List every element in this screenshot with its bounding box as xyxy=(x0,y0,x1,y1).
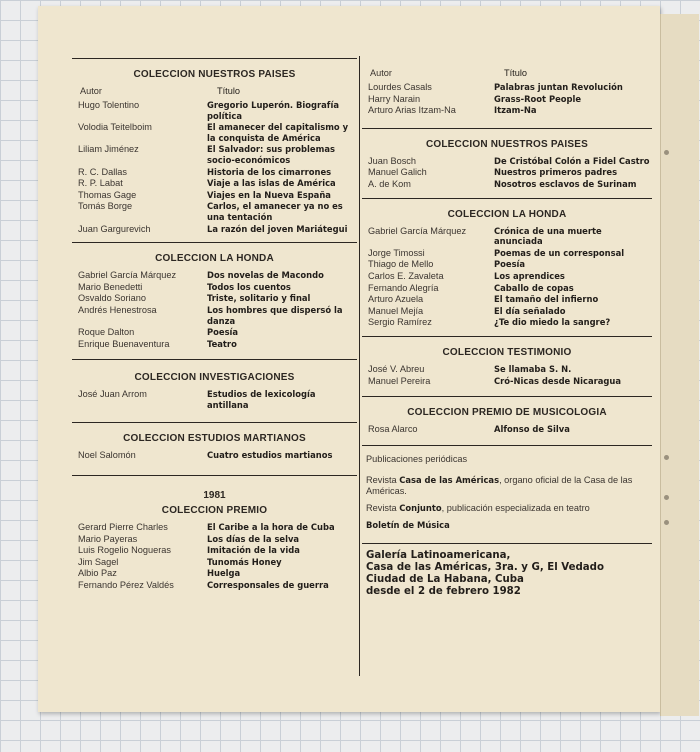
periodical-description: , organo oficial de la Casa de las Américas. xyxy=(366,474,633,496)
book-title: Caballo de copas xyxy=(494,282,574,293)
book-author: Jim Sagel xyxy=(78,556,119,567)
section-heading: COLECCION PREMIO DE MUSICOLOGIA xyxy=(407,407,607,419)
rule xyxy=(72,422,357,423)
book-title: Carlos, el amanecer ya no es una tentación xyxy=(207,201,343,222)
rule xyxy=(72,58,357,59)
book-title: Poemas de un corresponsal xyxy=(494,247,625,258)
book-title: Se llamaba S. N. xyxy=(494,363,572,374)
book-author: R. C. Dallas xyxy=(78,166,128,177)
book-author: Tomás Borge xyxy=(78,201,133,212)
book-entry xyxy=(362,248,652,259)
rule xyxy=(362,396,652,397)
section-heading: COLECCION LA HONDA xyxy=(155,253,274,265)
book-entry xyxy=(362,226,652,247)
periodical-prefix: Revista xyxy=(366,474,400,485)
book-title: Tunomás Honey xyxy=(207,556,282,567)
book-author: José V. Abreu xyxy=(368,363,425,374)
book-author: Thomas Gage xyxy=(78,189,137,200)
book-author: Harry Narain xyxy=(368,93,421,104)
book-author: Fernando Pérez Valdés xyxy=(78,580,174,591)
book-entry xyxy=(362,156,652,167)
book-title: El amanecer del capitalismo y la conquista de América xyxy=(207,122,349,143)
title-header: Título xyxy=(504,68,527,78)
column-divider xyxy=(359,56,360,676)
periodical-casa xyxy=(362,475,652,497)
book-title: Alfonso de Silva xyxy=(494,424,570,435)
book-entry xyxy=(362,167,652,178)
book-author: Thiago de Mello xyxy=(368,259,434,270)
book-title: Grass-Root People xyxy=(494,93,582,104)
book-title: Los hombres que dispersó la danza xyxy=(207,304,343,326)
book-entry xyxy=(362,179,652,190)
entries-premio xyxy=(72,522,357,591)
book-entry xyxy=(72,327,357,338)
binding-hole xyxy=(664,495,669,500)
book-author: Rosa Alarco xyxy=(368,424,418,435)
entries-testimonio xyxy=(362,364,652,386)
book-entry xyxy=(362,364,652,375)
periodical-name: Casa de las Américas xyxy=(399,474,500,485)
section-heading: COLECCION PREMIO xyxy=(161,505,268,517)
book-entry xyxy=(362,105,652,116)
year-label: 1981 xyxy=(203,490,226,502)
exhibition-line: desde el 2 de febrero 1982 xyxy=(366,586,521,598)
book-author: Arturo Arias Itzam-Na xyxy=(368,105,456,116)
binding-hole xyxy=(664,150,669,155)
periodicals-heading: Publicaciones periódicas xyxy=(366,453,468,464)
book-author: Manuel Mejía xyxy=(368,305,424,316)
book-entry xyxy=(72,339,357,350)
book-entry xyxy=(72,178,357,189)
book-entry xyxy=(362,317,652,328)
entries-nuestros-paises-right xyxy=(362,156,652,190)
book-title: Historia de los cimarrones xyxy=(207,166,332,177)
rule xyxy=(72,242,357,243)
rule xyxy=(362,336,652,337)
column-header xyxy=(362,68,652,78)
book-title: Nuestros primeros padres xyxy=(494,167,618,178)
book-entry xyxy=(362,82,652,93)
column-header xyxy=(72,86,357,96)
book-entry xyxy=(72,144,357,165)
exhibition-line: Galería Latinoamericana, xyxy=(366,549,511,561)
book-author: Manuel Pereira xyxy=(368,375,431,386)
book-title: Todos los cuentos xyxy=(207,281,291,292)
book-author: Andrés Henestrosa xyxy=(78,304,157,315)
book-title: Cuatro estudios martianos xyxy=(207,450,333,461)
periodical-boletin xyxy=(362,520,652,531)
book-title: Palabras juntan Revolución xyxy=(494,82,623,92)
book-entry xyxy=(72,270,357,281)
entries-nuestros-paises xyxy=(72,100,357,234)
book-author: Carlos E. Zavaleta xyxy=(368,270,444,281)
book-author: Hugo Tolentino xyxy=(78,100,140,110)
book-title: ¿Te dio miedo la sangre? xyxy=(494,317,611,328)
book-author: Manuel Galich xyxy=(368,167,427,178)
book-title: Huelga xyxy=(207,568,241,579)
book-title: Imitación de la vida xyxy=(207,545,300,556)
book-title: Poesía xyxy=(207,327,239,338)
book-title: Gregorio Luperón. Biografía política xyxy=(207,100,339,121)
book-entry xyxy=(72,450,357,461)
book-title: El Caribe a la hora de Cuba xyxy=(207,522,335,533)
entries-premio-musicologia xyxy=(362,424,652,435)
book-author: Osvaldo Soriano xyxy=(78,293,146,304)
periodical-prefix: Revista xyxy=(366,502,400,513)
book-title: Viajes en la Nueva España xyxy=(207,189,331,200)
right-column xyxy=(362,52,652,599)
entries-la-honda xyxy=(72,270,357,349)
book-author: Arturo Azuela xyxy=(368,294,424,305)
book-author: Gabriel García Márquez xyxy=(368,225,467,236)
book-title: Los días de la selva xyxy=(207,533,300,544)
periodical-conjunto xyxy=(362,503,652,514)
book-author: Albio Paz xyxy=(78,568,117,579)
book-entry xyxy=(362,424,652,435)
periodical-description: , publicación especializada en teatro xyxy=(441,502,590,513)
section-heading: COLECCION NUESTROS PAISES xyxy=(425,138,589,150)
book-title: La razón del joven Mariátegui xyxy=(207,223,348,234)
section-heading: COLECCION INVESTIGACIONES xyxy=(134,372,295,384)
entries-premio-continued xyxy=(362,82,652,116)
book-entry xyxy=(362,94,652,105)
book-title: Estudios de lexicología antillana xyxy=(207,389,316,410)
book-author: Gerard Pierre Charles xyxy=(78,522,168,533)
rule xyxy=(72,475,357,476)
rule xyxy=(362,128,652,129)
book-entry xyxy=(72,293,357,304)
author-header: Autor xyxy=(370,68,392,78)
book-author: Luis Rogelio Nogueras xyxy=(78,545,171,556)
book-entry xyxy=(72,557,357,568)
book-author: Mario Payeras xyxy=(78,533,138,544)
exhibition-line: Casa de las Américas, 3ra. y G, El Vedado xyxy=(366,561,604,573)
book-entry xyxy=(362,271,652,282)
book-entry xyxy=(72,389,357,410)
book-entry xyxy=(362,259,652,270)
book-title: Crónica de una muerte anunciada xyxy=(494,225,602,247)
book-entry xyxy=(72,305,357,326)
book-author: Volodia Teitelboim xyxy=(78,122,152,133)
book-title: Nosotros esclavos de Surinam xyxy=(494,178,637,189)
book-title: De Cristóbal Colón a Fidel Castro xyxy=(494,155,650,166)
book-author: A. de Kom xyxy=(368,178,411,189)
book-title: Teatro xyxy=(207,338,237,349)
section-heading: COLECCION LA HONDA xyxy=(447,208,567,220)
entries-estudios-martianos xyxy=(72,450,357,461)
entries-investigaciones xyxy=(72,389,357,410)
exhibition-info xyxy=(362,550,652,599)
book-entry xyxy=(362,376,652,387)
book-title: Cró-Nicas desde Nicaragua xyxy=(494,375,622,386)
book-entry xyxy=(72,545,357,556)
book-entry xyxy=(72,534,357,545)
book-entry xyxy=(72,167,357,178)
rule xyxy=(362,198,652,199)
book-author: Juan Gargurevich xyxy=(78,223,151,234)
book-entry xyxy=(362,294,652,305)
title-header: Título xyxy=(217,86,240,96)
book-entry xyxy=(72,522,357,533)
next-page-edge xyxy=(660,14,699,716)
book-entry xyxy=(72,224,357,235)
book-title: Dos novelas de Macondo xyxy=(207,270,324,281)
book-author: Lourdes Casals xyxy=(368,82,432,92)
book-title: Itzam-Na xyxy=(494,105,537,116)
book-entry xyxy=(72,568,357,579)
rule xyxy=(72,359,357,360)
book-entry xyxy=(72,100,357,121)
book-title: El Salvador: sus problemas socio-económicos xyxy=(207,144,335,165)
rule xyxy=(362,543,652,544)
book-author: Sergio Ramírez xyxy=(368,317,432,328)
book-author: Fernando Alegría xyxy=(368,282,439,293)
book-author: Enrique Buenaventura xyxy=(78,338,170,349)
periodical-name: Boletín de Música xyxy=(366,519,450,530)
book-entry xyxy=(72,201,357,222)
section-heading: COLECCION NUESTROS PAISES xyxy=(133,69,296,80)
section-heading: COLECCION TESTIMONIO xyxy=(442,346,572,358)
book-entry xyxy=(362,306,652,317)
book-author: Juan Bosch xyxy=(368,155,417,166)
book-title: Corresponsales de guerra xyxy=(207,580,329,591)
book-author: José Juan Arrom xyxy=(78,389,147,400)
book-title: Viaje a las islas de América xyxy=(207,178,336,189)
binding-hole xyxy=(664,520,669,525)
book-author: Roque Dalton xyxy=(78,327,135,338)
left-column xyxy=(72,52,357,592)
book-title: Los aprendices xyxy=(494,270,565,281)
periodical-name: Conjunto xyxy=(399,502,442,513)
author-header: Autor xyxy=(80,86,102,96)
book-title: Poesía xyxy=(494,259,526,270)
book-title: Triste, solitario y final xyxy=(207,293,311,304)
book-author: R. P. Labat xyxy=(78,178,123,189)
book-author: Liliam Jiménez xyxy=(78,144,139,155)
book-entry xyxy=(72,190,357,201)
book-entry xyxy=(72,282,357,293)
book-author: Gabriel García Márquez xyxy=(78,270,177,281)
book-title: El tamaño del infierno xyxy=(494,294,599,305)
book-author: Noel Salomón xyxy=(78,450,136,461)
book-entry xyxy=(72,122,357,143)
book-author: Jorge Timossi xyxy=(368,247,425,258)
exhibition-line: Ciudad de La Habana, Cuba xyxy=(366,574,524,586)
book-title: El día señalado xyxy=(494,305,566,316)
book-entry xyxy=(72,580,357,591)
rule xyxy=(362,445,652,446)
book-entry xyxy=(362,283,652,294)
binding-hole xyxy=(664,455,669,460)
section-heading: COLECCION ESTUDIOS MARTIANOS xyxy=(123,433,306,445)
book-author: Mario Benedetti xyxy=(78,281,143,292)
entries-la-honda-right xyxy=(362,226,652,328)
